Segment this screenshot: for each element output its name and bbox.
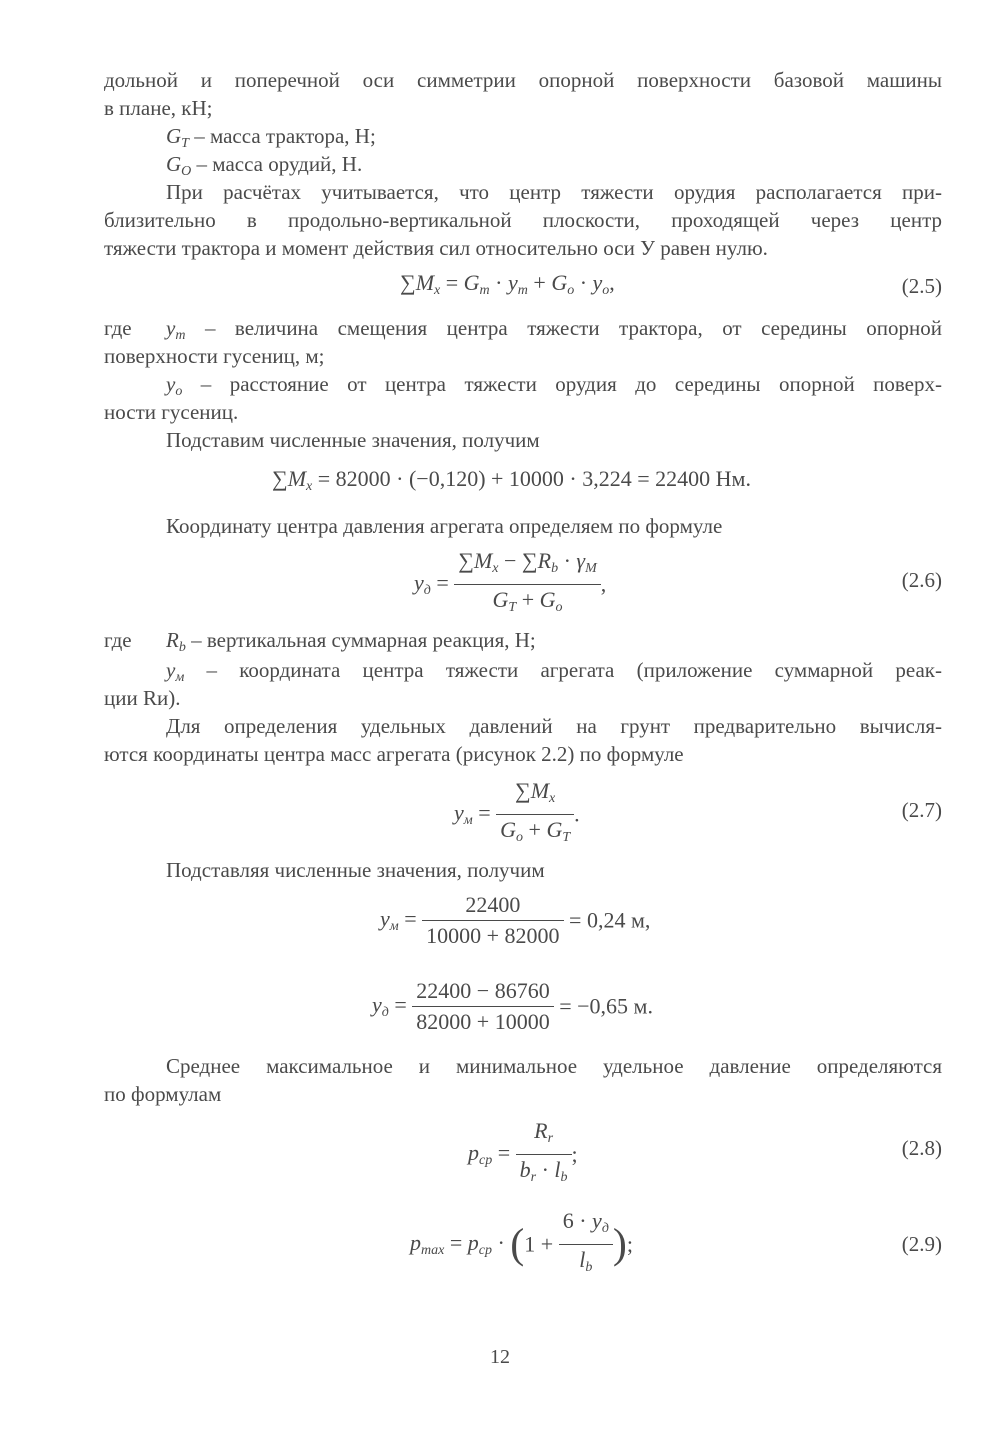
symbol-go: G bbox=[166, 152, 182, 176]
calculation-ym: $y_м$ = $\frac{22400}{10000 + 82000}$ = 0,24 м, bbox=[380, 892, 651, 948]
text-line: ности гусениц. bbox=[104, 400, 239, 424]
equation-number: (2.8) bbox=[901, 1136, 942, 1160]
where-yo-text: $y_o$ – расстояние от центра тяжести орудия до середины опорной поверх- bbox=[166, 372, 942, 399]
definition-go-text: – масса орудий, Н. bbox=[191, 152, 363, 176]
text-line: Среднее максимальное и минимальное удельное давление определяются bbox=[166, 1054, 942, 1078]
text-line: в плане, кН; bbox=[104, 96, 213, 120]
where-ym-text: $y_m$ – величина смещения центра тяжести трактора, от середины опорной bbox=[166, 316, 942, 343]
symbol-gt-sub: T bbox=[181, 136, 189, 151]
equation-number: (2.9) bbox=[901, 1232, 942, 1256]
text-line: дольной и поперечной оси симметрии опорной поверхности базовой машины bbox=[104, 68, 942, 92]
symbol-go-sub: O bbox=[181, 164, 192, 179]
text-line: ции Rи). bbox=[104, 686, 181, 710]
definition-gt-text: – масса трактора, Н; bbox=[188, 124, 376, 148]
where-rb: где bbox=[104, 628, 132, 652]
text-line: Подставляя численные значения, получим bbox=[166, 858, 545, 882]
text-line: тяжести трактора и момент действия сил относительно оси У равен нулю. bbox=[104, 236, 768, 260]
text-line: Координату центра давления агрегата определяем по формуле bbox=[166, 514, 723, 538]
calculation-moment: $\sum M_x = 82000 \cdot (-0,120) + 10000 \cdot 3,224 = 22400$ Нм. bbox=[272, 466, 751, 494]
text-line: При расчётах учитывается, что центр тяжести орудия располагается при- bbox=[166, 180, 942, 204]
where-ym: где bbox=[104, 316, 132, 340]
equation-2-7: $y_м$ = $\frac{\sum M_x}{G_o + G_T}$ . bbox=[454, 778, 580, 845]
equation-number: (2.6) bbox=[901, 568, 942, 592]
equation-2-8: $p_{cp}$ = $\frac{R_r}{b_r \cdot l_b}$ ; bbox=[468, 1118, 578, 1185]
page-number: 12 bbox=[490, 1346, 510, 1368]
text-line: по формулам bbox=[104, 1082, 222, 1106]
text-line: поверхности гусениц, м; bbox=[104, 344, 325, 368]
equation-2-6: $y_д$ = $\frac{\sum M_x - \sum R_b \cdot \gamma_M}{G_T + G_o}$ , bbox=[414, 548, 607, 615]
where-ym2-text: $y_м$ – координата центра тяжести агрегата (приложение суммарной реак- bbox=[166, 658, 942, 685]
calculation-yd: $y_д$ = $\frac{22400 - 86760}{82000 + 10000}$ = −0,65 м. bbox=[372, 978, 653, 1034]
text-line: ются координаты центра масс агрегата (рисунок 2.2) по формуле bbox=[104, 742, 684, 766]
text-line: Для определения удельных давлений на грунт предварительно вычисля- bbox=[166, 714, 942, 738]
text-line: Подставим численные значения, получим bbox=[166, 428, 540, 452]
equation-number: (2.5) bbox=[901, 274, 942, 298]
symbol-gt: G bbox=[166, 124, 182, 148]
equation-number: (2.7) bbox=[901, 798, 942, 822]
equation-2-5: $\sum M_x = G_m \cdot y_m + G_o \cdot y_o$, bbox=[400, 270, 615, 298]
where-rb-text: $R_b$ – вертикальная суммарная реакция, Н; bbox=[166, 628, 536, 655]
text-line: близительно в продольно-вертикальной плоскости, проходящей через центр bbox=[104, 208, 942, 232]
equation-2-9: $p_{max} = p_{cp} \cdot (1$ + $\frac{6 \cdot y_д}{l_b}$ ); bbox=[410, 1208, 634, 1275]
